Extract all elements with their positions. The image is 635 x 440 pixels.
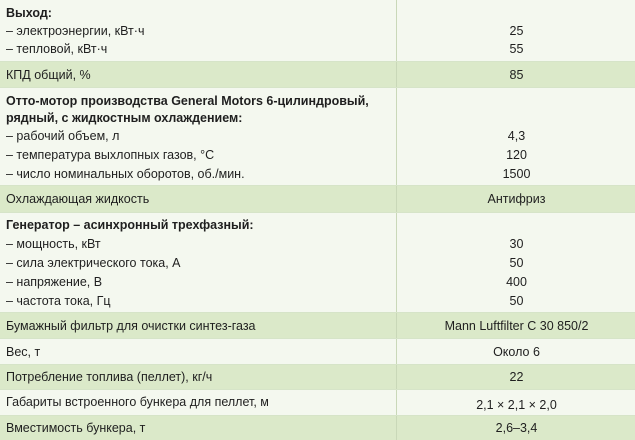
row-label-cell (6, 62, 386, 87)
row-item-value: 50 (509, 256, 524, 270)
row-value: Mann Luftfilter C 30 850/2 (444, 319, 589, 333)
row-label-cell (6, 0, 386, 61)
table-row-weight (0, 339, 635, 365)
row-label-cell (6, 88, 386, 185)
row-value-cell (396, 186, 635, 212)
row-item-value: 400 (506, 275, 527, 289)
row-value: 2,1 × 2,1 × 2,0 (476, 398, 557, 412)
table-row-bunker-size (0, 390, 635, 416)
row-value-cell (396, 390, 635, 415)
row-label: Вес, т (6, 345, 41, 359)
row-item-label: – число номинальных оборотов, об./мин. (6, 167, 245, 181)
row-value: 2,6–3,4 (495, 421, 538, 435)
row-item-value: 25 (509, 24, 524, 38)
row-value-cell (396, 339, 635, 364)
table-row-generator (0, 213, 635, 313)
row-value: 22 (509, 370, 524, 384)
row-item-label: – сила электрического тока, А (6, 256, 181, 270)
row-header: рядный, с жидкостным охлаждением: (6, 111, 243, 125)
table-row-output (0, 0, 635, 62)
row-value: Антифриз (487, 192, 546, 206)
row-value: Около 6 (493, 345, 540, 359)
row-item-label: – частота тока, Гц (6, 294, 111, 308)
row-item-label: – тепловой, кВт·ч (6, 42, 108, 56)
row-value-cell (396, 213, 635, 312)
table-row-bunker-capacity (0, 416, 635, 440)
table-row-coolant (0, 186, 635, 213)
row-label-cell (6, 339, 386, 364)
row-label: Вместимость бункера, т (6, 421, 146, 435)
table-row-fuel (0, 365, 635, 390)
row-value-cell (396, 62, 635, 87)
row-label-cell (6, 390, 386, 415)
row-label-cell (6, 365, 386, 389)
row-label: Бумажный фильтр для очистки синтез-газа (6, 319, 256, 333)
row-label: Потребление топлива (пеллет), кг/ч (6, 370, 213, 384)
row-label-cell (6, 213, 386, 312)
table-row-engine (0, 88, 635, 186)
row-item-label: – температура выхлопных газов, °C (6, 148, 215, 162)
row-label-cell (6, 186, 386, 212)
row-item-value: 30 (509, 237, 524, 251)
table-row-filter (0, 313, 635, 339)
row-item-label: – мощность, кВт (6, 237, 101, 251)
table-row-efficiency (0, 62, 635, 88)
row-label: Охлаждающая жидкость (6, 192, 150, 206)
row-label: КПД общий, % (6, 68, 91, 82)
row-item-label: – рабочий объем, л (6, 129, 120, 143)
row-item-value: 4,3 (507, 129, 526, 143)
row-item-label: – электроэнергии, кВт·ч (6, 24, 145, 38)
row-value-cell (396, 416, 635, 440)
row-item-value: 120 (506, 148, 527, 162)
row-item-value: 50 (509, 294, 524, 308)
row-header: Выход: (6, 6, 52, 20)
row-value-cell (396, 0, 635, 61)
row-value-cell (396, 365, 635, 389)
row-header: Отто-мотор производства General Motors 6-цилиндровый, (6, 94, 369, 108)
row-label: Габариты встроенного бункера для пеллет, м (6, 395, 269, 409)
row-header: Генератор – асинхронный трехфазный: (6, 218, 254, 232)
row-value-cell (396, 88, 635, 185)
row-value: 85 (509, 68, 524, 82)
row-item-value: 55 (509, 42, 524, 56)
row-label-cell (6, 416, 386, 440)
row-item-label: – напряжение, В (6, 275, 103, 289)
row-value-cell (396, 313, 635, 338)
row-label-cell (6, 313, 386, 338)
row-item-value: 1500 (502, 167, 531, 181)
